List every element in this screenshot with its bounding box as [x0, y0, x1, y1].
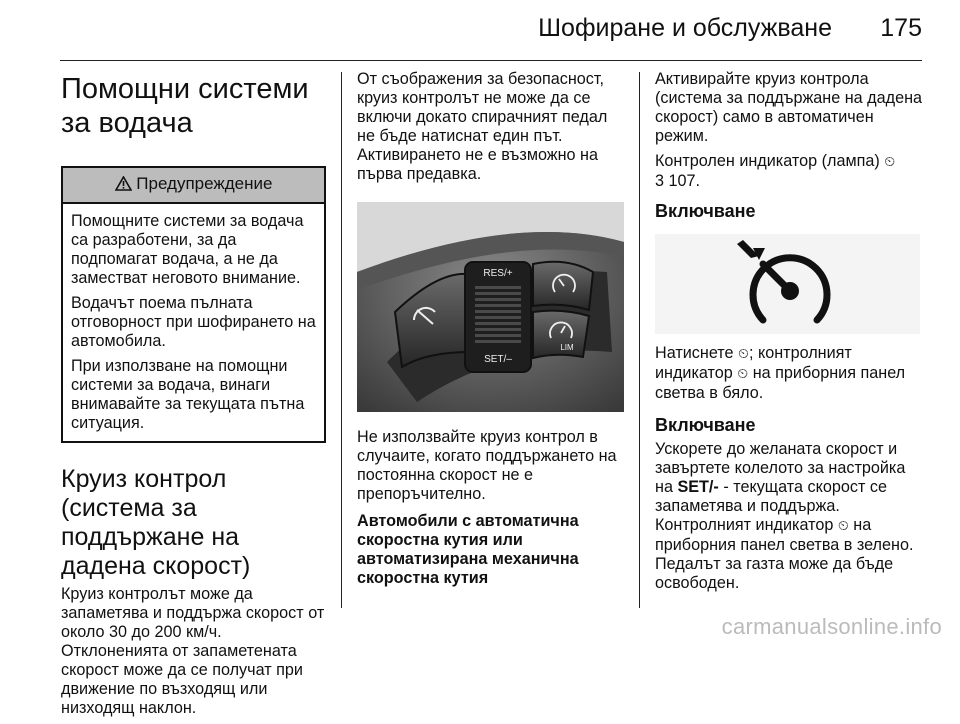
section-heading-cruise-control: Круиз контрол (система за поддържане на дадена скорост): [61, 465, 251, 580]
cruise-indicator-icon: ⏲: [837, 518, 849, 534]
warning-label: Предупреждение: [136, 174, 273, 193]
header-rule: [60, 60, 922, 61]
automatic-gearbox-note: Автомобили с автоматична скоростна кутия или автоматизирана механична скоростна кутия: [357, 512, 579, 587]
column-divider-1: [341, 72, 342, 608]
set-label: SET/–: [484, 354, 512, 365]
column-middle: [357, 70, 624, 588]
ref-page: 107.: [668, 172, 701, 190]
set-button-label: SET/-: [677, 478, 719, 496]
warning-body: [63, 204, 324, 441]
engage-text-a: Ускорете до желаната скорост и завъртете колелото за настройка на: [655, 440, 906, 496]
press-text-c: на приборния панел светва в бяло.: [655, 364, 906, 402]
indicator-reference: [655, 152, 925, 191]
cruise-control-symbol-figure: [655, 234, 920, 334]
cruise-indicator-icon: ⏲: [884, 154, 896, 170]
caution-text: Не използвайте круиз контрол в случаите, когато поддържането на постоянна скорост не е препоръчително.: [357, 428, 617, 503]
cruise-description: Круиз контролът може да запаметява и поддържа скорост от около 30 до 200 км/ч. Отклоненията от запаметената скорост може да се получат при движение по възходящ или низходящ наклон.: [61, 585, 325, 717]
warning-paragraph: Водачът поема пълната отговорност при шофирането на автомобила.: [71, 294, 316, 350]
activation-note: Активирайте круиз контрола (система за поддържане на дадена скорост) само в автоматичен режим.: [655, 70, 923, 145]
watermark: carmanualsonline.info: [721, 614, 942, 639]
warning-header: [63, 168, 324, 204]
switch-on-heading: Включване: [655, 201, 756, 221]
engage-text-c: на приборния панел светва в зелено. Педалът за газта може да бъде освободен.: [655, 516, 914, 592]
res-label: RES/+: [483, 268, 513, 279]
page-header: [0, 0, 960, 60]
ref-arrow-icon: 3: [655, 172, 665, 190]
section-heading-driver-assistance: Помощни системи за водача: [61, 73, 309, 139]
engage-text-b: - текущата скорост се запаметява и поддържа. Контролният индикатор: [655, 478, 887, 534]
column-right: [655, 70, 925, 599]
cruise-indicator-icon: ⏲: [737, 366, 749, 382]
engage-instruction: [655, 440, 925, 593]
engage-heading: Включване: [655, 415, 756, 435]
press-instruction: [655, 344, 925, 403]
column-divider-2: [639, 72, 640, 608]
page-number: 175: [880, 14, 922, 42]
indicator-label: Контролен индикатор (лампа): [655, 152, 880, 170]
steering-wheel-controls-photo: [357, 202, 624, 412]
warning-triangle-icon: [115, 176, 132, 191]
lim-label: LIM: [560, 343, 574, 352]
warning-paragraph: При използване на помощни системи за водача, винаги внимавайте за текущата пътна ситуация.: [71, 357, 305, 432]
safety-intro: От съображения за безопасност, круиз контролът не може да се включи докато спирачният педал не бъде натиснат един път. Активирането не е възможно на първа предавка.: [357, 70, 608, 183]
warning-paragraph: Помощните системи за водача са разработени, за да подпомагат водача, а не да заместват неговото внимание.: [71, 212, 304, 287]
press-text-b: ; контролният индикатор: [655, 344, 852, 382]
warning-box: [61, 166, 326, 443]
column-left: [61, 70, 326, 724]
cruise-indicator-icon: ⏲: [738, 346, 749, 362]
press-text-a: Натиснете: [655, 344, 734, 362]
header-title: Шофиране и обслужване: [538, 14, 832, 42]
